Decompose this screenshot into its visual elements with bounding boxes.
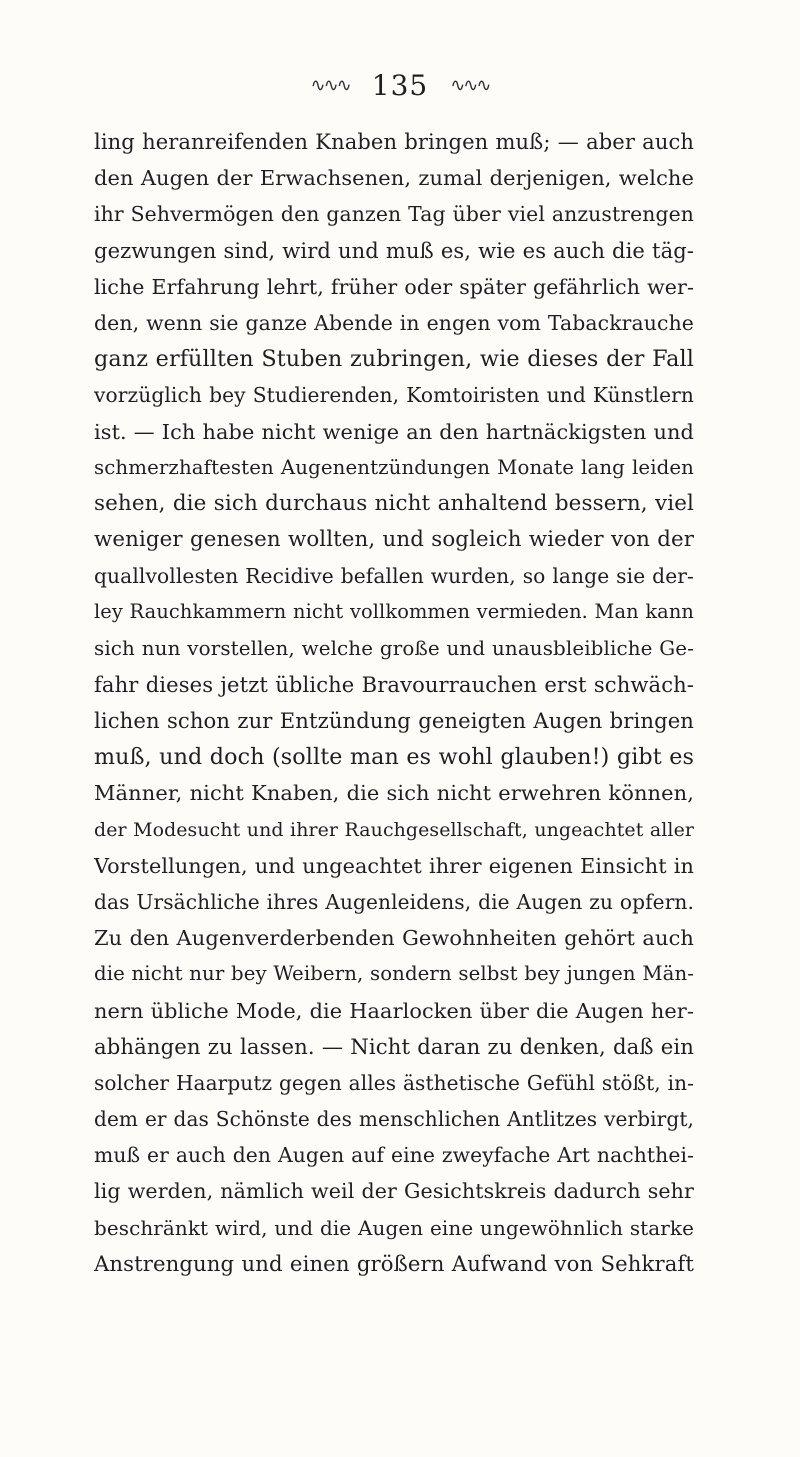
text-line: sehen, die sich durchaus nicht anhaltend bessern, viel bbox=[94, 490, 694, 516]
text-line: ist. — Ich habe nicht wenige an den hartnäckigsten und bbox=[94, 419, 694, 444]
text-line: lig werden, nämlich weil der Gesichtskreis dadurch sehr bbox=[94, 1179, 694, 1204]
text-line: Männer, nicht Knaben, die sich nicht erwehren können, bbox=[94, 781, 694, 806]
text-line: nern übliche Mode, die Haarlocken über die Augen her- bbox=[94, 998, 694, 1023]
text-line: Anstrengung und einen größern Aufwand von Sehkraft bbox=[94, 1250, 694, 1276]
text-line: der Modesucht und ihrer Rauchgesellschaft, ungeachtet aller bbox=[94, 818, 694, 841]
text-line: weniger genesen wollten, und sogleich wieder von der bbox=[94, 527, 694, 553]
text-line: gezwungen sind, wird und muß es, wie es auch die täg- bbox=[94, 237, 694, 263]
text-line: Zu den Augenverderbenden Gewohnheiten gehört auch bbox=[94, 926, 694, 951]
text-line: die nicht nur bey Weibern, sondern selbst bey jungen Män- bbox=[94, 962, 694, 986]
text-line: beschränkt wird, und die Augen eine ungewöhnlich starke bbox=[94, 1215, 694, 1240]
body-text bbox=[94, 124, 694, 1282]
text-line: das Ursächliche ihres Augenleidens, die Augen zu opfern. bbox=[94, 889, 694, 914]
text-line: quallvollesten Recidive befallen wurden, so lange sie der- bbox=[94, 564, 694, 589]
ornament-right: ∿∿∿ bbox=[450, 74, 490, 96]
text-line: liche Erfahrung lehrt, früher oder später gefährlich wer- bbox=[94, 274, 694, 299]
text-line: vorzüglich bey Studierenden, Komtoiristen und Künstlern bbox=[94, 383, 694, 408]
page-header bbox=[0, 64, 800, 106]
text-line: den, wenn sie ganze Abende in engen vom Tabackrauche bbox=[94, 310, 694, 335]
text-line: lichen schon zur Entzündung geneigten Augen bringen bbox=[94, 708, 694, 733]
text-line: dem er das Schönste des menschlichen Antlitzes verbirgt, bbox=[94, 1107, 694, 1132]
text-line: Vorstellungen, und ungeachtet ihrer eigenen Einsicht in bbox=[94, 853, 694, 878]
text-line: ganz erfüllten Stuben zubringen, wie dieses der Fall bbox=[94, 346, 694, 373]
text-line: abhängen zu lassen. — Nicht daran zu denken, daß ein bbox=[94, 1033, 694, 1059]
text-line: fahr dieses jetzt übliche Bravourrauchen erst schwäch- bbox=[94, 671, 694, 697]
text-line: ling heranreifenden Knaben bringen muß; — aber auch bbox=[94, 129, 694, 154]
page-number: 135 bbox=[371, 68, 429, 102]
ornament-left: ∿∿∿ bbox=[310, 74, 350, 96]
text-line: muß, und doch (sollte man es wohl glauben!) gibt es bbox=[94, 744, 694, 771]
text-line: ihr Sehvermögen den ganzen Tag über viel anzustrengen bbox=[94, 202, 694, 227]
text-line: den Augen der Erwachsenen, zumal derjenigen, welche bbox=[94, 166, 694, 191]
text-line: ley Rauchkammern nicht vollkommen vermieden. Man kann bbox=[94, 600, 694, 624]
text-line: muß er auch den Augen auf eine zweyfache Art nachthei- bbox=[94, 1143, 694, 1168]
text-line: solcher Haarputz gegen alles ästhetische Gefühl stößt, in- bbox=[94, 1070, 694, 1095]
text-line: schmerzhaftesten Augenentzündungen Monate lang leiden bbox=[94, 455, 694, 479]
text-line: sich nun vorstellen, welche große und unausbleibliche Ge- bbox=[94, 636, 694, 660]
